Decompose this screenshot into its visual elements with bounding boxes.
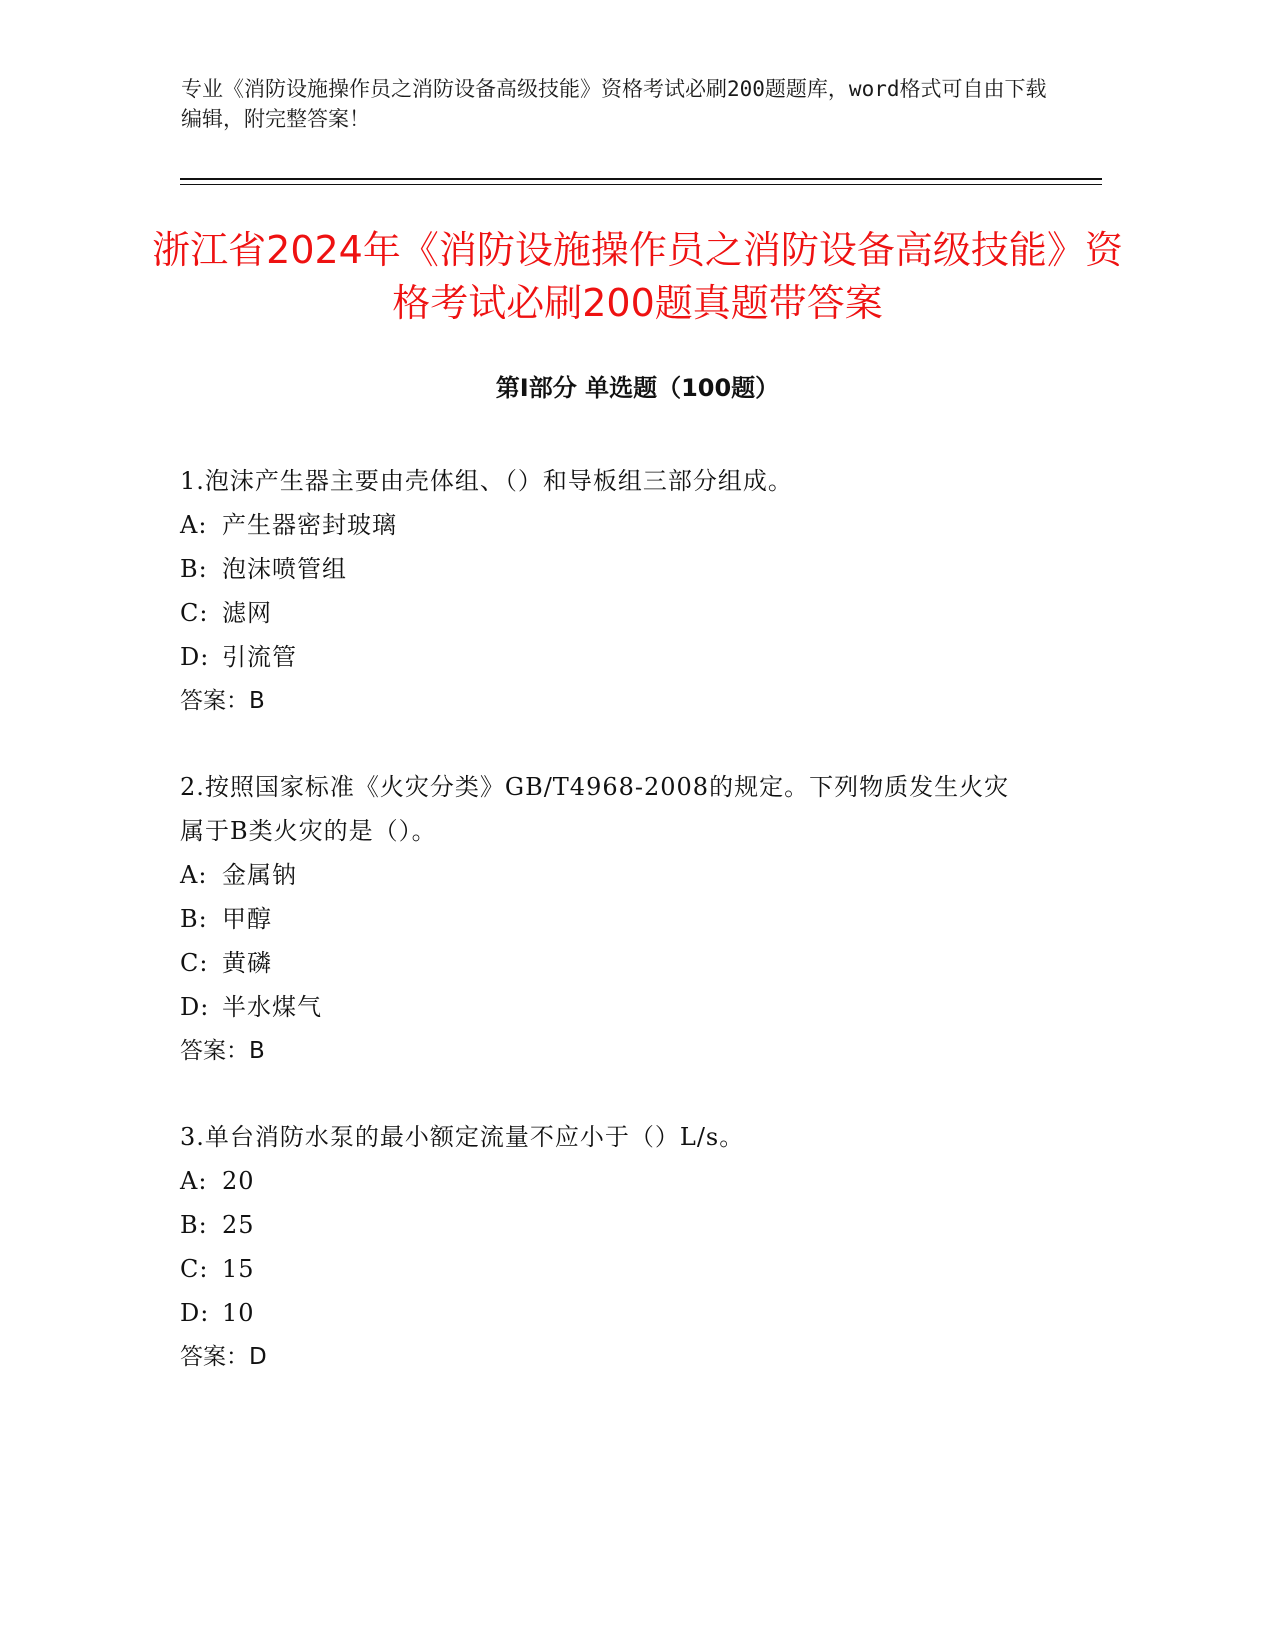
option-b [180, 897, 1080, 941]
option-text: 滤网 [222, 599, 272, 627]
header-note: 专业《消防设施操作员之消防设备高级技能》资格考试必刷200题题库，word格式可自由下载编辑，附完整答案！ [181, 77, 1047, 131]
option-letter: A: [180, 511, 208, 539]
option-letter: D: [180, 1299, 210, 1327]
option-letter: D: [180, 643, 210, 671]
option-letter: C: [180, 1255, 209, 1283]
option-d [180, 1291, 1080, 1335]
option-a [180, 503, 1080, 547]
option-letter: D: [180, 993, 210, 1021]
option-text: 黄磷 [222, 949, 272, 977]
option-text: 20 [222, 1167, 255, 1195]
option-letter: B: [180, 555, 208, 583]
option-b [180, 1203, 1080, 1247]
question-3 [180, 1115, 1080, 1379]
option-d [180, 635, 1080, 679]
question-2 [180, 765, 1080, 1073]
option-text: 甲醇 [222, 905, 272, 933]
option-text: 半水煤气 [222, 993, 322, 1021]
question-stem: 1.泡沫产生器主要由壳体组、（）和导板组三部分组成。 [180, 467, 793, 495]
option-letter: B: [180, 905, 208, 933]
option-letter: C: [180, 949, 209, 977]
question-list [180, 459, 1080, 1421]
answer-line: 答案：D [180, 1344, 267, 1370]
question-stem: 2.按照国家标准《火灾分类》GB/T4968-2008的规定。下列物质发生火灾属于B类火灾的是（）。 [180, 773, 1010, 845]
option-text: 25 [222, 1211, 255, 1239]
question-stem: 3.单台消防水泵的最小额定流量不应小于（）L/s。 [180, 1123, 745, 1151]
section-title: 第Ⅰ部分 单选题（100题） [495, 374, 780, 402]
header-divider-thin [180, 184, 1102, 185]
option-d [180, 985, 1080, 1029]
document-title: 浙江省2024年《消防设施操作员之消防设备高级技能》资格考试必刷200题真题带答案 [152, 228, 1123, 325]
option-text: 引流管 [222, 643, 297, 671]
option-letter: C: [180, 599, 209, 627]
header-divider-thick [180, 178, 1102, 180]
option-c [180, 591, 1080, 635]
option-letter: B: [180, 1211, 208, 1239]
answer-line: 答案：B [180, 688, 265, 714]
question-1 [180, 459, 1080, 723]
option-b [180, 547, 1080, 591]
option-text: 15 [222, 1255, 255, 1283]
option-c [180, 941, 1080, 985]
option-a [180, 853, 1080, 897]
option-text: 产生器密封玻璃 [222, 511, 397, 539]
option-text: 金属钠 [222, 861, 297, 889]
option-text: 泡沫喷管组 [222, 555, 347, 583]
option-a [180, 1159, 1080, 1203]
option-letter: A: [180, 1167, 208, 1195]
option-letter: A: [180, 861, 208, 889]
answer-line: 答案：B [180, 1038, 265, 1064]
option-c [180, 1247, 1080, 1291]
option-text: 10 [222, 1299, 255, 1327]
